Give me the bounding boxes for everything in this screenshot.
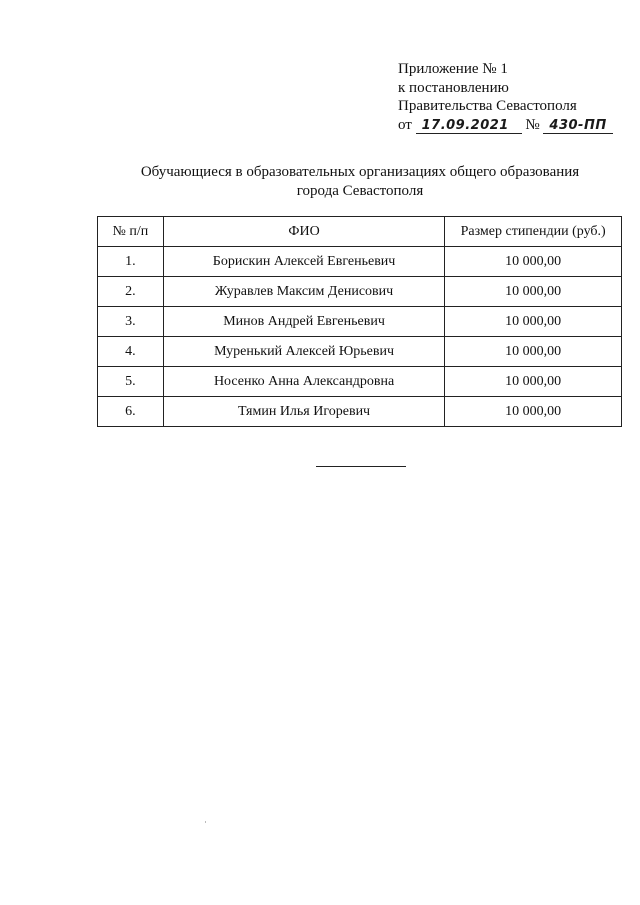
closing-divider bbox=[316, 466, 406, 467]
document-title bbox=[80, 163, 640, 201]
appendix-date-number-line bbox=[398, 116, 613, 135]
row-number: 5. bbox=[98, 367, 164, 397]
table-row bbox=[98, 247, 622, 277]
appendix-issuer: Правительства Севастополя bbox=[398, 98, 577, 114]
row-full-name: Минов Андрей Евгеньевич bbox=[163, 307, 444, 337]
row-number: 6. bbox=[98, 397, 164, 427]
row-stipend: 10 000,00 bbox=[445, 247, 622, 277]
table-row bbox=[98, 397, 622, 427]
row-stipend: 10 000,00 bbox=[445, 307, 622, 337]
row-full-name: Носенко Анна Александровна bbox=[163, 367, 444, 397]
appendix-header bbox=[398, 60, 613, 134]
students-table bbox=[97, 216, 622, 427]
handwritten-date-field bbox=[416, 118, 522, 134]
row-number: 1. bbox=[98, 247, 164, 277]
row-full-name: Журавлев Максим Денисович bbox=[163, 277, 444, 307]
handwritten-number-field bbox=[543, 118, 613, 134]
from-label: от bbox=[398, 116, 412, 133]
handwritten-date: 17.09.2021 bbox=[421, 117, 509, 133]
row-number: 3. bbox=[98, 307, 164, 337]
scan-artifact bbox=[205, 821, 206, 823]
row-number: 4. bbox=[98, 337, 164, 367]
table-row bbox=[98, 367, 622, 397]
handwritten-number: 430-ПП bbox=[549, 117, 607, 133]
table-row bbox=[98, 307, 622, 337]
row-stipend: 10 000,00 bbox=[445, 277, 622, 307]
row-stipend: 10 000,00 bbox=[445, 397, 622, 427]
header-stipend: Размер стипендии (руб.) bbox=[445, 217, 622, 247]
header-full-name: ФИО bbox=[163, 217, 444, 247]
table-row bbox=[98, 337, 622, 367]
number-label: № bbox=[525, 116, 540, 133]
row-full-name: Муренький Алексей Юрьевич bbox=[163, 337, 444, 367]
table-header-row bbox=[98, 217, 622, 247]
title-line-2: города Севастополя bbox=[296, 183, 424, 199]
title-line-1: Обучающиеся в образовательных организациях общего образования bbox=[140, 164, 580, 180]
appendix-title: Приложение № 1 bbox=[398, 61, 508, 77]
table-row bbox=[98, 277, 622, 307]
row-full-name: Борискин Алексей Евгеньевич bbox=[163, 247, 444, 277]
row-stipend: 10 000,00 bbox=[445, 337, 622, 367]
appendix-reference: к постановлению bbox=[398, 79, 509, 96]
header-number: № п/п bbox=[98, 217, 164, 247]
row-stipend: 10 000,00 bbox=[445, 367, 622, 397]
row-full-name: Тямин Илья Игоревич bbox=[163, 397, 444, 427]
row-number: 2. bbox=[98, 277, 164, 307]
